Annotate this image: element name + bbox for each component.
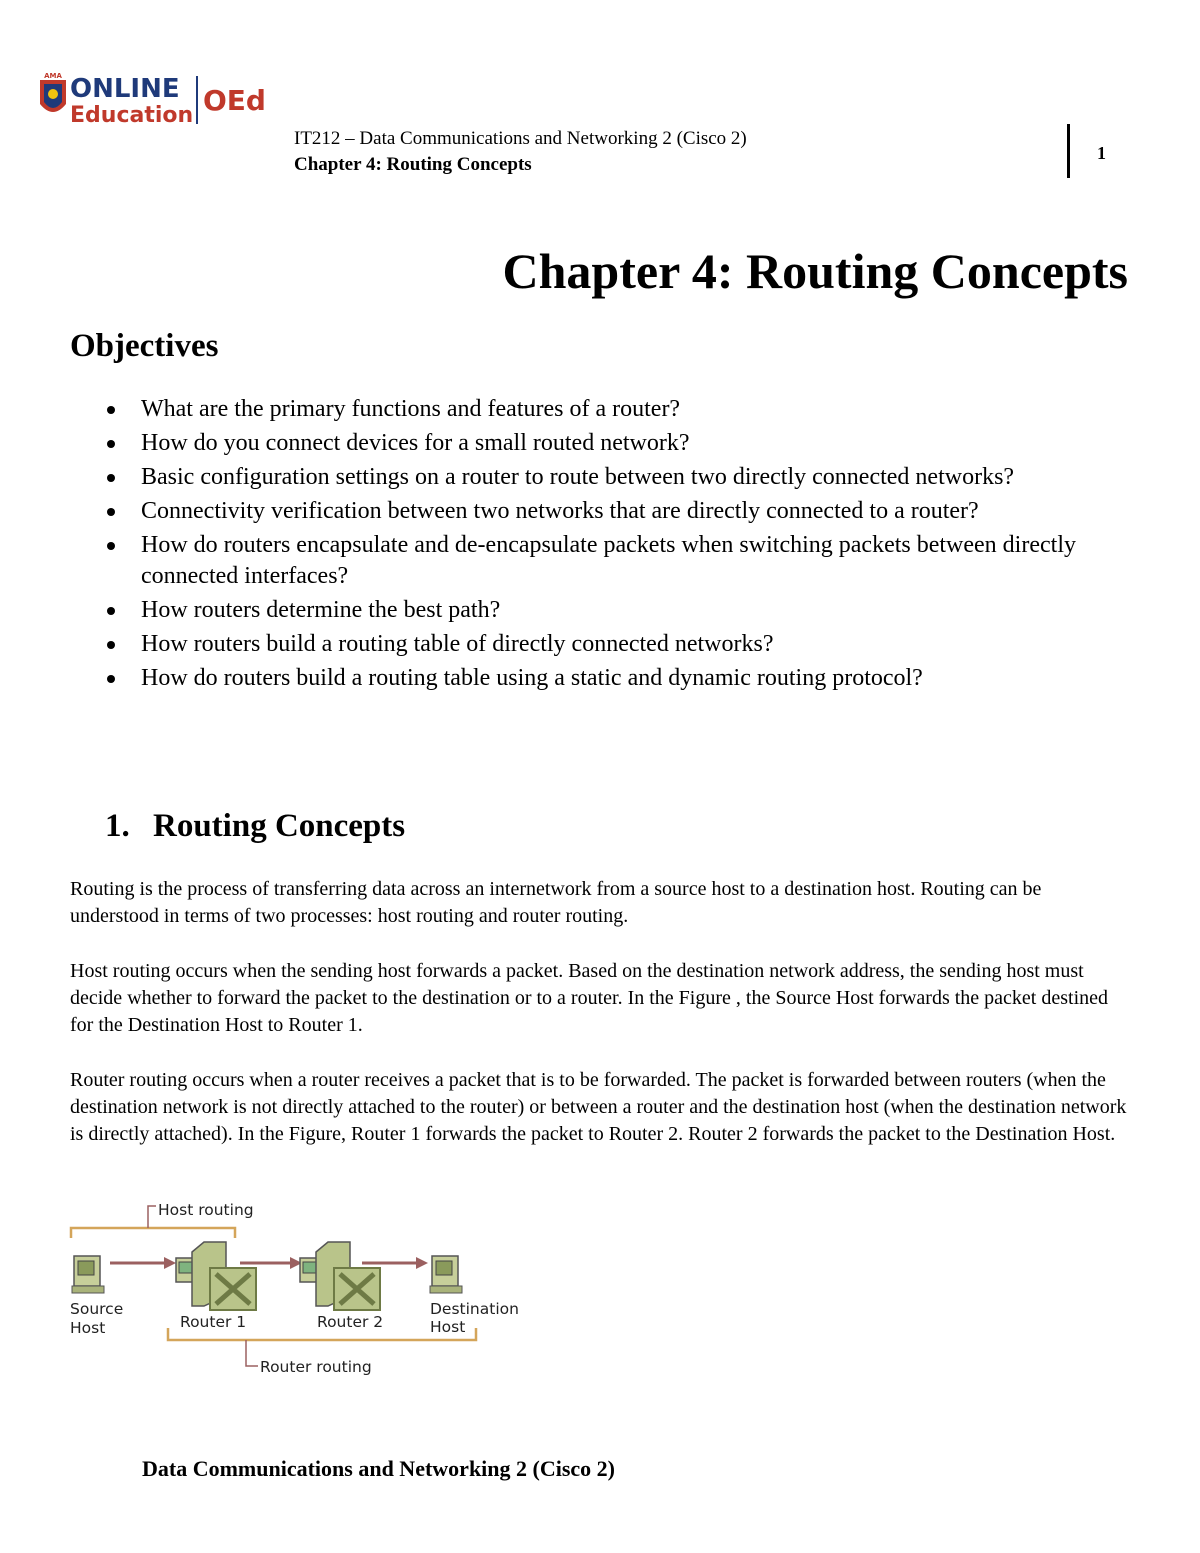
objective-item: Connectivity verification between two networks that are directly connected to a router? xyxy=(104,496,1144,527)
paragraph: Routing is the process of transferring data across an internetwork from a source host to a destination host. Routing can be understood in terms of two processes: host routing and router routing. xyxy=(70,878,1042,927)
source-host-label: Source xyxy=(70,1300,124,1318)
objectives-list xyxy=(104,394,1144,697)
paragraph: Router routing occurs when a router receives a packet that is to be forwarded. The packet is forwarded between routers (when the destination network is not directly attached to the router) or between a router and the destination host (when the destination network is directly attached). In the Figure, Router 1 forwards the packet to Router 2. Router 2 forwards the packet to the Destination Host. xyxy=(70,1069,1127,1145)
objective-item: How routers build a routing table of directly connected networks? xyxy=(104,629,1144,660)
section-heading xyxy=(105,808,405,845)
page-footer: Data Communications and Networking 2 (Cisco 2) xyxy=(142,1456,615,1481)
section-number: 1. xyxy=(105,808,130,844)
objective-item: What are the primary functions and features of a router? xyxy=(104,394,1144,425)
arrow-icon xyxy=(110,1257,176,1269)
router-2-icon xyxy=(300,1242,380,1310)
header-divider xyxy=(1067,124,1070,178)
bullet-icon xyxy=(107,542,115,550)
router-1-label: Router 1 xyxy=(180,1313,247,1331)
bullet-icon xyxy=(107,406,115,414)
objective-item: How do you connect devices for a small routed network? xyxy=(104,428,1144,459)
host-routing-label: Host routing xyxy=(158,1201,254,1219)
online-education-logo xyxy=(36,70,276,130)
source-host-label-line2: Host xyxy=(70,1319,106,1337)
paragraph: Host routing occurs when the sending host forwards a packet. Based on the destination network address, the sending host must decide whether to forward the packet to the destination or to a router. In the Figure , the Source Host forwards the packet destined for the Destination Host to Router 1. xyxy=(70,960,1108,1036)
objective-item: How routers determine the best path? xyxy=(104,595,1144,626)
router-2-label: Router 2 xyxy=(317,1313,384,1331)
destination-host-label: Destination xyxy=(430,1300,519,1318)
logo-oed-text: OEd xyxy=(203,84,266,117)
bullet-icon xyxy=(107,508,115,516)
destination-host-computer-icon xyxy=(430,1256,462,1293)
page-number: 1 xyxy=(1097,143,1106,163)
objective-item: How do routers build a routing table using a static and dynamic routing protocol? xyxy=(104,663,1144,694)
bullet-icon xyxy=(107,474,115,482)
bullet-icon xyxy=(107,440,115,448)
logo-online-text: ONLINE xyxy=(70,74,180,104)
logo-education-text: Education xyxy=(70,103,194,128)
source-host-computer-icon xyxy=(72,1256,104,1293)
router-1-icon xyxy=(176,1242,256,1310)
section-title: Routing Concepts xyxy=(153,808,406,844)
objective-item: How do routers encapsulate and de-encapsulate packets when switching packets between directly connected interfaces? xyxy=(104,530,1144,592)
destination-host-label-line2: Host xyxy=(430,1318,466,1336)
ama-seal-icon xyxy=(40,72,66,112)
routing-diagram xyxy=(64,1196,544,1386)
chapter-title: Chapter 4: Routing Concepts xyxy=(502,243,1128,299)
objectives-heading: Objectives xyxy=(70,328,219,364)
bullet-icon xyxy=(107,641,115,649)
bullet-icon xyxy=(107,607,115,615)
bullet-icon xyxy=(107,675,115,683)
host-routing-bracket xyxy=(71,1228,235,1238)
header-course-line: IT212 – Data Communications and Networking 2 (Cisco 2) xyxy=(294,128,747,149)
objective-item: Basic configuration settings on a router to route between two directly connected networks? xyxy=(104,462,1144,493)
router-routing-label: Router routing xyxy=(260,1358,372,1376)
header-chapter-line: Chapter 4: Routing Concepts xyxy=(294,154,532,175)
svg-text:AMA: AMA xyxy=(44,72,62,80)
